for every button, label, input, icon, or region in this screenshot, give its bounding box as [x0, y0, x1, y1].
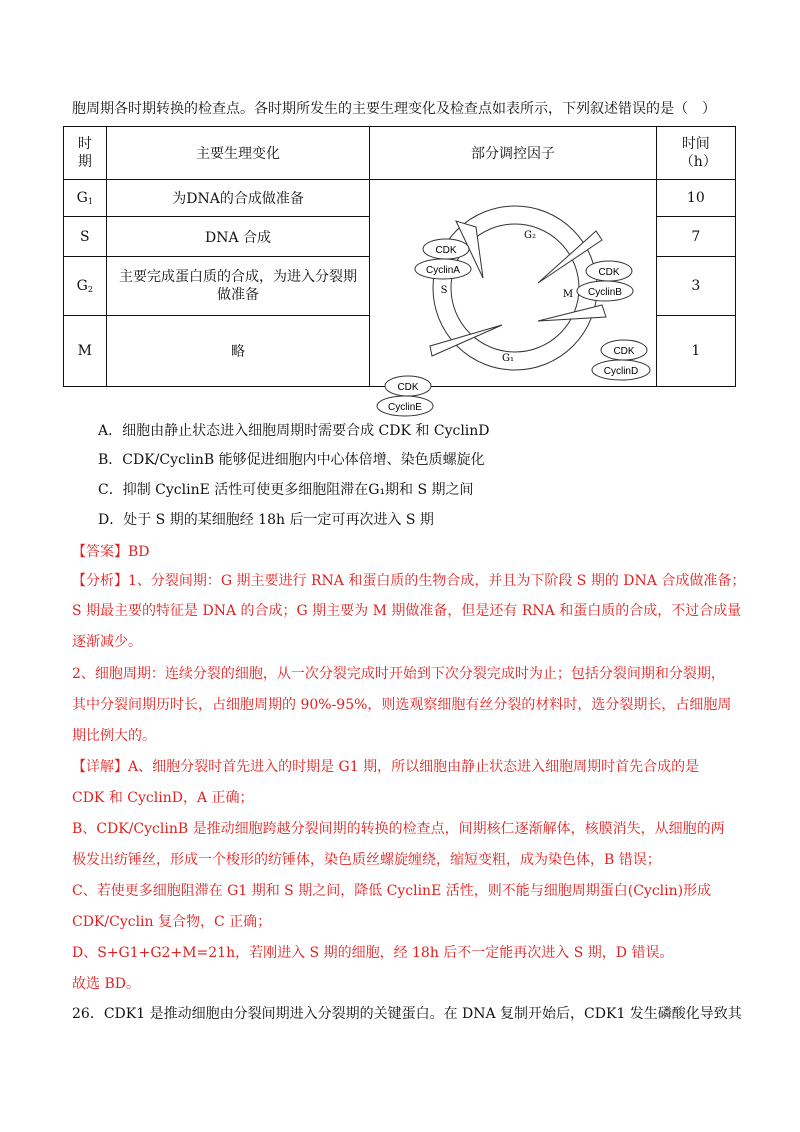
- detail-line: C、若使更多细胞阻滞在 G1 期和 S 期之间，降低 CyclinE 活性，则不能与细胞周期蛋白(Cyclin)形成: [72, 883, 712, 899]
- analysis-line: 期比例大的。: [72, 728, 156, 744]
- svg-text:CyclinD: CyclinD: [604, 366, 639, 377]
- period-cell: S: [64, 217, 107, 257]
- time-cell: 3: [656, 257, 735, 316]
- change-cell: 略: [106, 316, 370, 387]
- period-cell: $G_2$: [64, 257, 107, 316]
- analysis-line: S 期最主要的特征是 DNA 的合成；G 期主要为 M 期做准备，但是还有 RNA 和蛋白质的合成，不过合成量: [72, 603, 742, 619]
- label-g2: G₂: [524, 230, 537, 241]
- label-s: S: [441, 285, 448, 296]
- change-cell: 为DNA的合成做准备: [106, 180, 370, 217]
- detail-line: B、CDK/CyclinB 是推动细胞跨越分裂间期的转换的检查点，间期核仁逐渐解体，核膜消失，从细胞的两: [72, 821, 725, 837]
- time-cell: 1: [656, 316, 735, 387]
- svg-text:CyclinB: CyclinB: [588, 287, 623, 298]
- option-c: C．抑制 CyclinE 活性可使更多细胞阻滞在G₁期和 S 期之间: [98, 482, 474, 498]
- option-b: B．CDK/CyclinB 能够促进细胞内中心体倍增、染色质螺旋化: [98, 452, 485, 468]
- svg-text:CyclinE: CyclinE: [388, 402, 423, 413]
- detail-line: 【详解】A、细胞分裂时首先进入的时期是 G1 期，所以细胞由静止状态进入细胞周期时首先合成的是: [72, 759, 700, 775]
- analysis-line: 【分析】1、分裂间期：G 期主要进行 RNA 和蛋白质的生物合成，并且为下阶段 S 期的 DNA 合成做准备；: [72, 573, 746, 589]
- analysis-line: 逐渐减少。: [72, 634, 142, 650]
- header-factor: 部分调控因子: [370, 127, 656, 180]
- time-cell: 10: [656, 180, 735, 217]
- regulator-diagram-cell: [370, 180, 656, 413]
- header-period: 时期: [64, 127, 107, 180]
- header-change: 主要生理变化: [106, 127, 370, 180]
- svg-text:CDK: CDK: [397, 382, 420, 393]
- svg-text:CyclinA: CyclinA: [426, 265, 461, 276]
- analysis-line: 2、细胞周期：连续分裂的细胞，从一次分裂完成时开始到下次分裂完成时为止；包括分裂间期和分裂期，: [72, 666, 725, 682]
- option-a: A．细胞由静止状态进入细胞周期时需要合成 CDK 和 CyclinD: [98, 423, 490, 439]
- detail-line: 极发出纺锤丝，形成一个梭形的纺锤体，染色质丝螺旋缠绕，缩短变粗，成为染色体，B 错误；: [72, 852, 661, 868]
- period-cell: M: [64, 316, 107, 387]
- label-m: M: [563, 289, 574, 300]
- next-question: 26．CDK1 是推动细胞由分裂间期进入分裂期的关键蛋白。在 DNA 复制开始后，CDK1 发生磷酸化导致其: [72, 1006, 742, 1022]
- detail-line: D、S+G1+G2+M=21h，若刚进入 S 期的细胞，经 18h 后不一定能再次进入 S 期，D 错误。: [72, 945, 674, 961]
- label-g1: G₁: [502, 353, 515, 364]
- detail-line: CDK 和 CyclinD，A 正确；: [72, 790, 254, 806]
- period-cell: $G_1$: [64, 180, 107, 217]
- table-header-row: [64, 127, 736, 180]
- time-cell: 7: [656, 217, 735, 257]
- analysis-line: 其中分裂间期历时长，占细胞周期的 90%-95%，则选观察细胞有丝分裂的材料时，选分裂期长，占细胞周: [72, 697, 732, 713]
- detail-line: CDK/Cyclin 复合物，C 正确；: [72, 914, 272, 930]
- cell-cycle-diagram: [370, 180, 659, 413]
- change-cell: 主要完成蛋白质的合成，为进入分裂期做准备: [106, 257, 370, 316]
- svg-text:CDK: CDK: [598, 267, 621, 278]
- option-d: D．处于 S 期的某细胞经 18h 后一定可再次进入 S 期: [98, 512, 434, 528]
- answer-line: 【答案】BD: [72, 544, 150, 560]
- svg-text:CDK: CDK: [613, 346, 636, 357]
- question-intro: 胞周期各时期转换的检查点。各时期所发生的主要生理变化及检查点如表所示，下列叙述错误的是（ ）: [72, 101, 716, 117]
- cell-cycle-table: [63, 126, 736, 413]
- conclusion-line: 故选 BD。: [72, 976, 140, 992]
- header-time: 时间（h）: [656, 127, 735, 180]
- svg-text:CDK: CDK: [435, 245, 458, 256]
- table-row: [64, 180, 736, 217]
- change-cell: DNA 合成: [106, 217, 370, 257]
